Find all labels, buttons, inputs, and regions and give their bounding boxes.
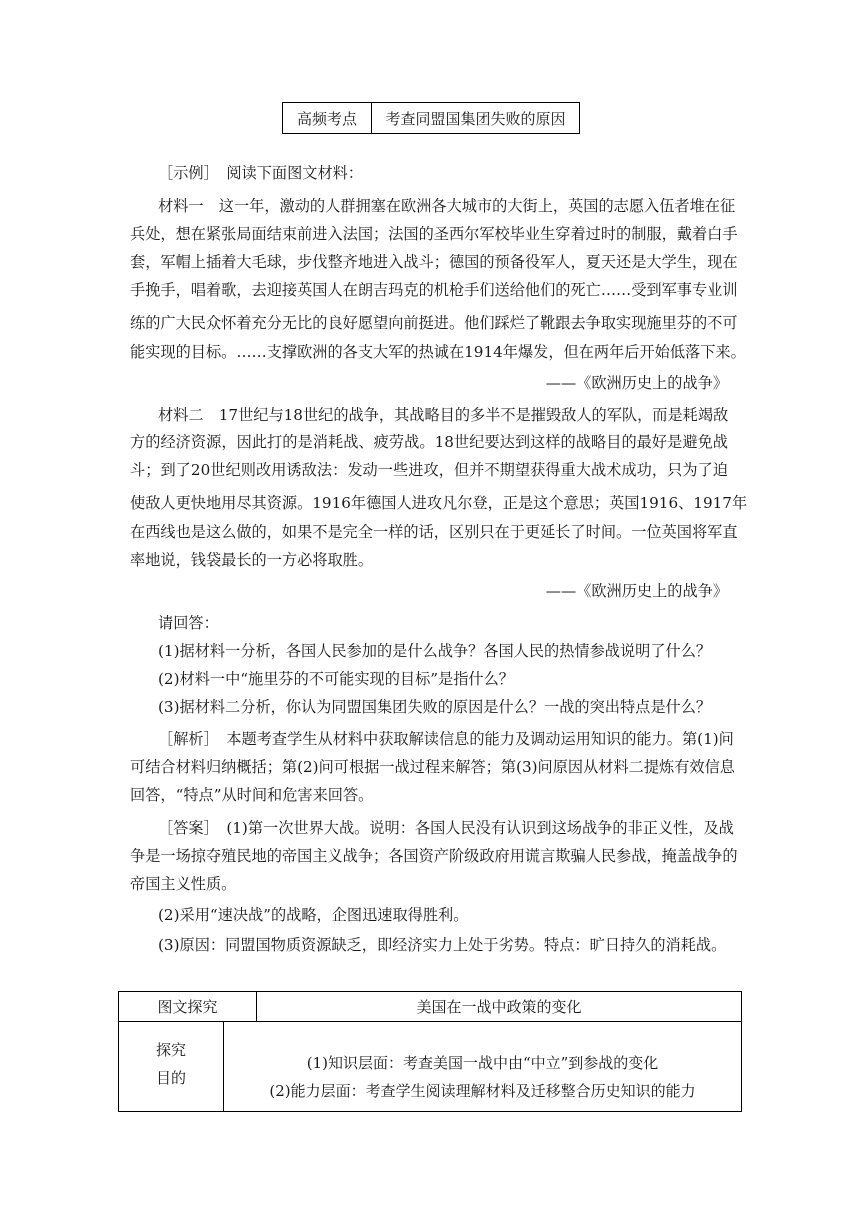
explore-table-header-row bbox=[119, 992, 741, 1022]
explore-table bbox=[118, 991, 742, 1112]
material2-line: 方的经济资源，因此打的是消耗战、疲劳战。18世纪要达到这样的战略目的最好是避免战 bbox=[130, 433, 728, 451]
answer-line: 帝国主义性质。 bbox=[130, 875, 237, 893]
example-intro: ［示例］ 阅读下面图文材料： bbox=[158, 164, 364, 182]
material1-line: 手挽手，唱着歌，去迎接英国人在朗吉玛克的机枪手们送给他们的死亡……受到军事专业训 bbox=[130, 281, 738, 299]
material1-source: ——《欧洲历史上的战争》 bbox=[545, 374, 728, 392]
answer-item-3: (3)原因：同盟国物质资源缺乏，即经济实力上处于劣势。特点：旷日持久的消耗战。 bbox=[158, 936, 727, 954]
material1-line: 兵处，想在紧张局面结束前进入法国；法国的圣西尔军校毕业生穿着过时的制服，戴着白手 bbox=[130, 225, 738, 243]
explore-purpose-label-2: 目的 bbox=[155, 1069, 186, 1087]
analysis-line: ［解析］ 本题考查学生从材料中获取解读信息的能力及调动运用知识的能力。第(1)问 bbox=[158, 730, 734, 748]
key-point-label: 高频考点 bbox=[283, 103, 372, 133]
question-item: (1)据材料一分析，各国人民参加的是什么战争？各国人民的热情参战说明了什么？ bbox=[158, 642, 712, 660]
key-point-topic: 考查同盟国集团失败的原因 bbox=[385, 109, 566, 128]
explore-purpose-label bbox=[119, 1022, 224, 1111]
material2-line: 使敌人更快地用尽其资源。1916年德国人进攻凡尔登，正是这个意思；英国1916、1917年 bbox=[130, 494, 748, 512]
material2-line: 率地说，钱袋最长的一方必将取胜。 bbox=[130, 551, 373, 569]
analysis-line: 可结合材料归纳概括；第(2)问可根据一战过程来解答；第(3)问原因从材料二提炼有效信息 bbox=[130, 758, 735, 776]
material2-source: ——《欧洲历史上的战争》 bbox=[545, 582, 728, 600]
question-item: (2)材料一中“施里芬的不可能实现的目标”是指什么？ bbox=[158, 670, 514, 688]
material1-line: 套，军帽上插着大毛球，步伐整齐地进入战斗；德国的预备役军人，夏天还是大学生，现在 bbox=[130, 253, 738, 271]
explore-table-purpose-row bbox=[119, 1022, 741, 1111]
material1-line: 练的广大民众怀着充分无比的良好愿望向前挺进。他们踩烂了靴跟去争取实现施里芬的不可 bbox=[130, 314, 738, 332]
material2-line: 斗；到了20世纪则改用诱敌法：发动一些进攻，但并不期望获得重大战术成功，只为了迫 bbox=[130, 461, 728, 479]
explore-purpose-line-1: (1)知识层面：考查美国一战中由“中立”到参战的变化 bbox=[306, 1054, 659, 1072]
explore-purpose-content bbox=[224, 1022, 741, 1111]
material1-line: 能实现的目标。……支撑欧洲的各支大军的热诚在1914年爆发，但在两年后开始低落下来。 bbox=[130, 343, 746, 361]
material1-line: 材料一 这一年，激动的人群拥塞在欧洲各大城市的大街上，英国的志愿入伍者堆在征 bbox=[158, 197, 736, 215]
explore-purpose-line-2: (2)能力层面：考查学生阅读理解材料及迁移整合历史知识的能力 bbox=[269, 1082, 696, 1100]
key-point-box bbox=[282, 102, 580, 134]
answer-line: 争是一场掠夺殖民地的帝国主义战争；各国资产阶级政府用谎言欺骗人民参战，掩盖战争的 bbox=[130, 847, 738, 865]
answer-item-2: (2)采用“速决战”的战略，企图迅速取得胜利。 bbox=[158, 906, 469, 924]
analysis-line: 回答，“特点”从时间和危害来回答。 bbox=[130, 786, 374, 804]
explore-purpose-label-1: 探究 bbox=[155, 1041, 186, 1059]
answer-line: ［答案］ (1)第一次世界大战。说明：各国人民没有认识到这场战争的非正义性，及战 bbox=[158, 819, 734, 837]
material2-line: 在西线也是这么做的，如果不是完全一样的话，区别只在于更延长了时间。一位英国将军直 bbox=[130, 523, 738, 541]
explore-table-header-left: 图文探究 bbox=[119, 992, 257, 1021]
material2-line: 材料二 17世纪与18世纪的战争，其战略目的多半不是摧毁敌人的军队，而是耗竭敌 bbox=[158, 406, 729, 424]
question-prompt: 请回答： bbox=[158, 614, 219, 632]
explore-table-header-right: 美国在一战中政策的变化 bbox=[416, 998, 582, 1016]
question-item: (3)据材料二分析，你认为同盟国集团失败的原因是什么？一战的突出特点是什么？ bbox=[158, 698, 712, 716]
